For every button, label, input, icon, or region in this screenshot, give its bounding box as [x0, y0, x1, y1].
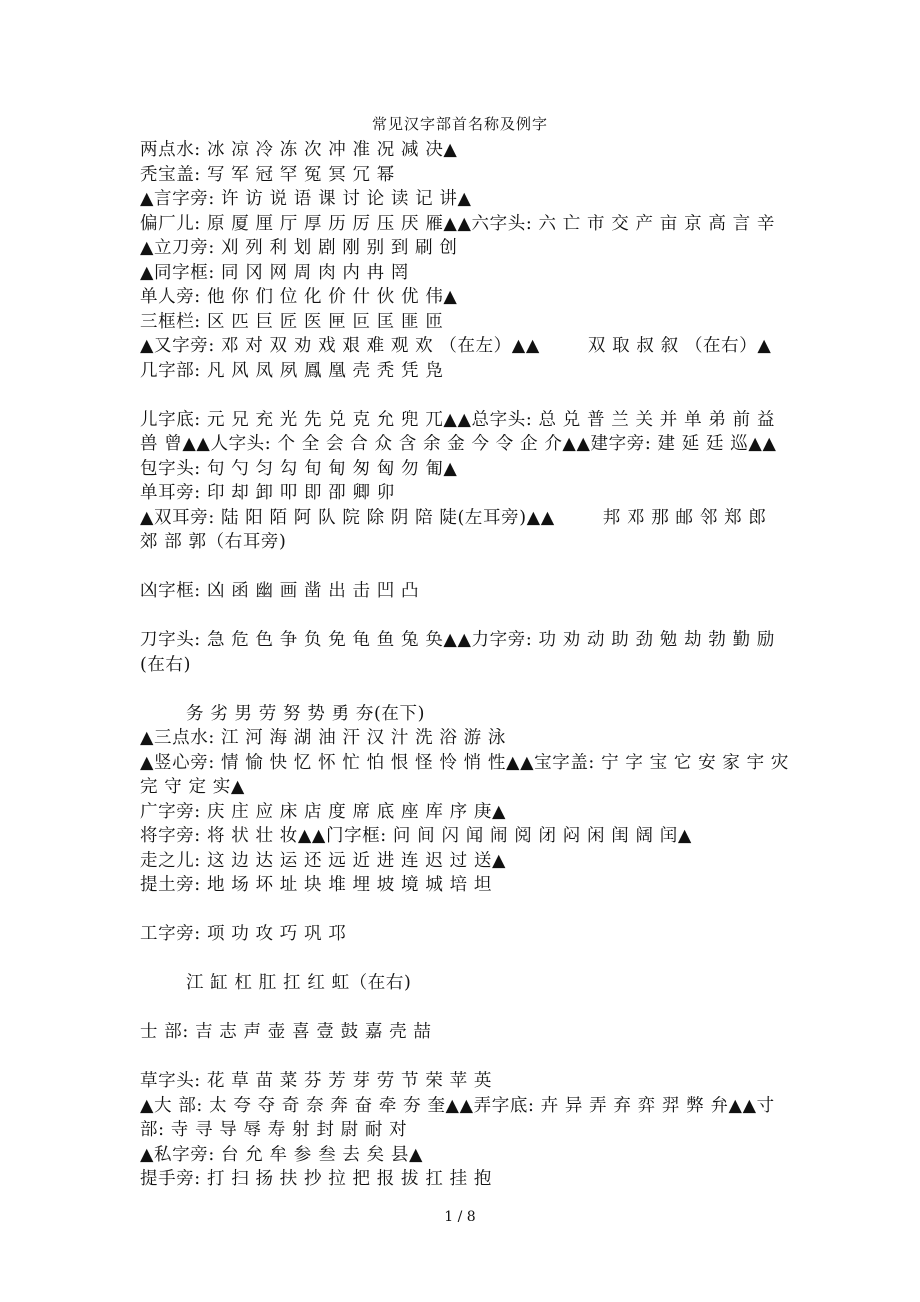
page-number: 1 / 8	[444, 1209, 476, 1225]
text-line: ▲竖心旁: 情 愉 快 忆 怀 忙 怕 恨 怪 怜 悄 性▲▲宝字盖: 宁 字 宝 它 安 家 宇 灾 完 守 定 实▲	[140, 752, 790, 797]
text-line: 两点水: 冰 凉 冷 冻 次 冲 准 况 减 决▲	[140, 140, 458, 160]
blank-line	[140, 898, 790, 923]
text-line: ▲同字框: 同 冈 网 周 肉 内 冉 罔	[140, 262, 409, 283]
text-line: 走之儿: 这 边 达 运 还 远 近 进 连 迟 过 送▲	[140, 850, 507, 871]
text-line: 单耳旁: 印 却 卸 叩 即 卲 卿 卯	[140, 483, 395, 503]
text-line-right: 邦 邓 那 邮 邻 郑 郎 郊 部 郭（右耳旁)	[140, 507, 767, 552]
text-line: 草字头: 花 草 苗 菜 芬 芳 芽 劳 节 荣 苹 英	[140, 1071, 492, 1091]
text-line	[140, 334, 790, 359]
text-line: 儿字底: 元 兄 充 光 先 兑 克 允 兜 兀▲▲总字头: 总 兑 普 兰 关 并 单 弟 前 益 兽 曾▲▲人字头: 个 全 会 合 众 含 余 金 今 令 企 介▲▲建字旁: 建 延 廷 巡▲▲	[140, 409, 777, 454]
text-line: 务 劣 男 劳 努 势 勇 夯(在下)	[186, 703, 425, 724]
document-body	[140, 138, 790, 1192]
text-line: 几字部: 凡 风 凤 夙 鳳 凰 壳 秃 凭 凫	[140, 360, 444, 381]
text-line-left: ▲又字旁: 邓 对 双 劝 戏 艰 难 观 欢 （在左）▲▲	[140, 336, 540, 356]
text-line-right: 双 取 叔 叙 （在右）▲	[587, 336, 772, 356]
text-line: 单人旁: 他 你 们 位 化 价 什 伙 优 伟▲	[140, 287, 458, 307]
text-line: 江 缸 杠 肛 扛 红 虹（在右)	[186, 973, 412, 993]
text-line: 凶字框: 凶 函 幽 画 凿 出 击 凹 凸	[140, 581, 420, 601]
blank-line	[140, 947, 790, 972]
text-line: ▲言字旁: 许 访 说 语 课 讨 论 读 记 讲▲	[140, 189, 472, 209]
text-line: ▲三点水: 江 河 海 湖 油 汗 汉 汁 洗 浴 游 泳	[140, 728, 507, 748]
text-line	[140, 506, 790, 555]
blank-line	[140, 1045, 790, 1070]
text-line: 三框栏: 区 匹 巨 匠 医 匣 叵 匡 匪 匝	[140, 311, 444, 332]
blank-line	[140, 677, 790, 702]
text-line: ▲私字旁: 台 允 牟 参 叁 去 矣 县▲	[140, 1144, 424, 1165]
text-line: 提土旁: 地 场 坏 址 块 堆 埋 坡 境 城 培 坦	[140, 875, 492, 895]
text-line: 工字旁: 项 功 攻 巧 巩 邛	[140, 924, 347, 944]
text-line: 偏厂儿: 原 厦 厘 厅 厚 历 厉 压 厌 雁▲▲六字头: 六 亡 市 交 产 亩 京 高 言 辛	[140, 213, 775, 234]
blank-line	[140, 555, 790, 580]
text-line: 刀字头: 急 危 色 争 负 免 龟 鱼 兔 奂▲▲力字旁: 功 劝 动 助 劲 勉 劫 勃 勤 励(在右)	[140, 630, 775, 675]
text-line: 秃宝盖: 写 军 冠 罕 冤 冥 冗 幂	[140, 164, 395, 185]
text-line: 士 部: 吉 志 声 壶 喜 壹 鼓 嘉 壳 喆	[140, 1022, 432, 1042]
page-title: 常见汉字部首名称及例字	[371, 115, 548, 133]
text-line: 包字头: 句 勺 匀 勾 旬 甸 匆 匈 勿 匍▲	[140, 458, 458, 479]
text-line: ▲立刀旁: 刈 列 利 划 剧 刚 别 到 刷 创	[140, 238, 458, 258]
text-line: ▲大 部: 太 夸 夺 奇 奈 奔 奋 牵 夯 奎▲▲弄字底: 卉 异 弄 弃 弈 羿 弊 弁▲▲寸 部: 寺 寻 导 辱 寿 射 封 尉 耐 对	[140, 1095, 775, 1140]
text-line: 广字旁: 庆 庄 应 床 店 度 席 底 座 库 序 庚▲	[140, 801, 507, 822]
text-line-left: ▲双耳旁: 陆 阳 陌 阿 队 院 除 阴 陪 陡(左耳旁)▲▲	[140, 507, 555, 528]
blank-line	[140, 996, 790, 1021]
blank-line	[140, 383, 790, 408]
blank-line	[140, 604, 790, 629]
text-line: 提手旁: 打 扫 扬 扶 抄 拉 把 报 拔 扛 挂 抱	[140, 1169, 492, 1189]
text-line: 将字旁: 将 状 壮 妆▲▲门字框: 问 间 闪 闻 闹 阅 闭 闷 闲 闺 阔 闰▲	[140, 826, 692, 846]
